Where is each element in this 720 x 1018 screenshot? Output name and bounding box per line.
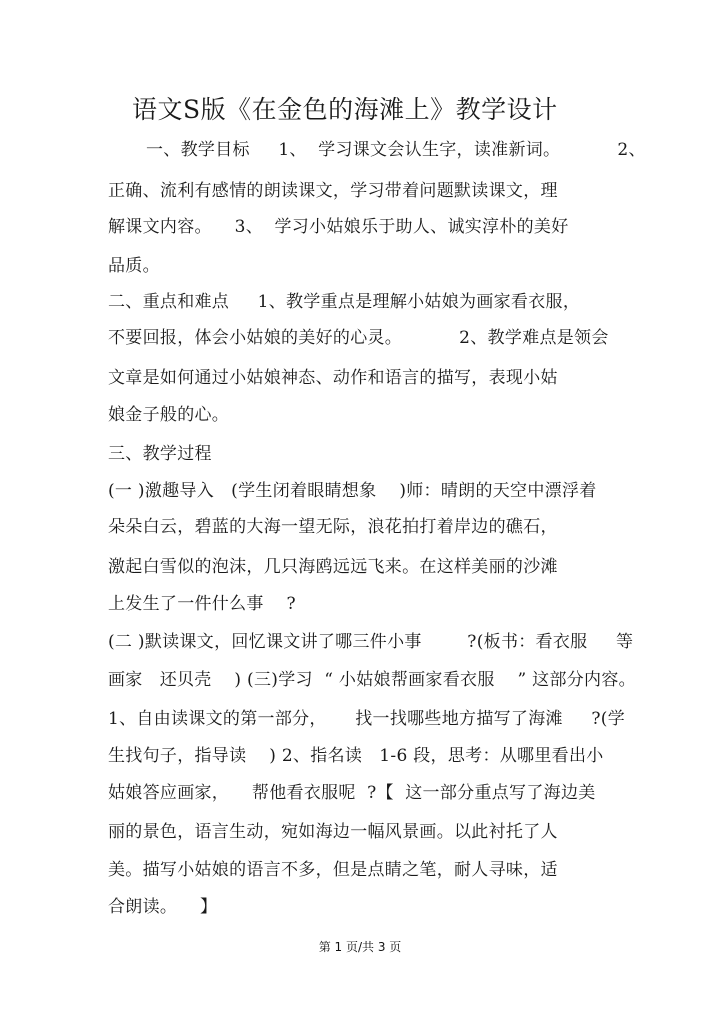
- text-line: 一、教学目标 1、 学习课文会认生字，读准新词。 2、: [146, 140, 646, 160]
- text-line: 二、重点和难点 1、教学重点是理解小姑娘为画家看衣服，: [108, 292, 581, 312]
- text-line: 正确、流利有感情的朗读课文，学习带着问题默读课文，理: [108, 181, 558, 201]
- text-line: (二 )默读课文，回忆课文讲了哪三件小事 ?(板书：看衣服 等: [108, 632, 634, 652]
- text-line: 1、自由读课文的第一部分， 找一找哪些地方描写了海滩 ?(学: [108, 709, 625, 729]
- text-line: 画家 还贝壳 ) (三)学习 “ 小姑娘帮画家看衣服 ” 这部分内容。: [108, 670, 636, 690]
- text-line: 娘金子般的心。: [108, 405, 230, 425]
- text-line: 合朗读。 】: [108, 897, 218, 917]
- text-line: 朵朵白云，碧蓝的大海一望无际，浪花拍打着岸边的礁石，: [108, 517, 558, 537]
- text-line: 文章是如何通过小姑娘神态、动作和语言的描写，表现小姑: [108, 368, 558, 388]
- text-line: 三、教学过程: [108, 444, 212, 464]
- text-line: (一 )激趣导入 (学生闭着眼睛想象 )师：晴朗的天空中漂浮着: [108, 481, 597, 501]
- text-line: 品质。: [108, 256, 160, 276]
- text-line: 上发生了一件什么事 ?: [108, 594, 296, 614]
- text-line: 生找句子，指导读 ) 2、指名读 1-6 段，思考：从哪里看出小: [108, 746, 604, 766]
- text-line: 丽的景色，语言生动，宛如海边一幅风景画。以此衬托了人: [108, 822, 558, 842]
- text-line: 解课文内容。 3、 学习小姑娘乐于助人、诚实淳朴的美好: [108, 217, 569, 237]
- text-line: 不要回报，体会小姑娘的美好的心灵。 2、教学难点是领会: [108, 328, 609, 348]
- text-line: 激起白雪似的泡沫，几只海鸥远远飞来。在这样美丽的沙滩: [108, 557, 558, 577]
- page-footer: 第 1 页/共 3 页: [318, 940, 402, 954]
- text-line: 姑娘答应画家， 帮他看衣服呢 ?【 这一部分重点写了海边美: [108, 783, 596, 803]
- document-title: 语文S版《在金色的海滩上》教学设计: [132, 95, 558, 124]
- text-line: 美。描写小姑娘的语言不多，但是点睛之笔，耐人寻味，适: [108, 860, 558, 880]
